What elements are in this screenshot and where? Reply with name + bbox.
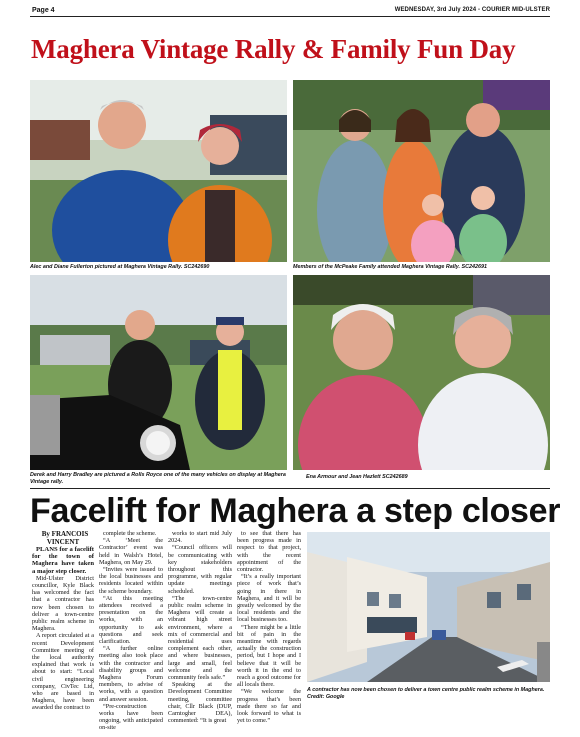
- paragraph: to see that there has been progress made in respect to that project, with the recent appointment of the contractor.: [237, 530, 301, 574]
- paragraph: Speaking at the Development Committee meeting, committee chair, Cllr Black (DUP, Carntogher DEA), commented: “It is great: [168, 681, 232, 725]
- paragraph: “Invites were issued to the local businesses and residents located within the scheme boundary.: [99, 566, 163, 595]
- page-number: Page 4: [32, 7, 55, 14]
- article-column-4: [237, 530, 301, 724]
- paragraph: “A further online meeting also took place with the contractor and disability groups and Maghera Forum members, to advise of works, with a question and answer session.: [99, 645, 163, 703]
- article-column-1: [32, 530, 94, 712]
- paragraph: “At this meeting attendees received a presentation on the works, with an opportunity to ask questions and seek clarification.: [99, 594, 163, 646]
- paragraph: “There might be a little bit of pain in the meantime with regards actually the construction period, but I hope and I believe that it will be worth it in the end to reach a good outcome for all locals there.: [237, 623, 301, 689]
- photo-maghera-street: [307, 532, 550, 682]
- header-rule: [30, 16, 550, 17]
- article-column-2: [99, 530, 163, 732]
- paragraph: “Council officers will be communicating with key stakeholders throughout this programme, with regular update meetings scheduled.: [168, 544, 232, 595]
- paragraph: Mid-Ulster District councillor, Kyle Black has welcomed the fact that a contractor has now been chosen to deliver a town-centre public realm scheme in Maghera.: [32, 574, 94, 633]
- photo-caption: A contractor has now been chosen to deliver a town centre public realm scheme in Maghera. Credit: Google: [307, 687, 545, 700]
- article-headline: Facelift for Maghera a step closer: [30, 492, 561, 530]
- photo-bradleys-rolls-royce: [30, 275, 287, 470]
- dateline: WEDNESDAY, 3rd July 2024 - COURIER MID-ULSTER: [394, 7, 550, 13]
- paragraph: “The town-centre public realm scheme in Maghera will create a vibrant high street environment, where a mix of commercial and residential uses complement each other, and where businesses, large and small, feel welcome and the community feels safe.”: [168, 594, 232, 682]
- paragraph: A report circulated at a recent Development Committee meeting of the local authority explained that work is about to start: “Local civil engineering company, CivTec Ltd, who are based in Maghera, have been awarded the contract to: [32, 632, 94, 712]
- paragraph: “Pre-construction works have been ongoing, with anticipated on-site: [99, 702, 163, 732]
- paragraph: “It’s a really important piece of work that’s going in there in Maghera, and it will be greatly welcomed by the local residents and the local businesses too.: [237, 573, 301, 624]
- photo-fullertons: [30, 80, 287, 262]
- feature-headline: Maghera Vintage Rally & Family Fun Day: [31, 34, 516, 64]
- paragraph: “We welcome the progress that’s been made there so far and look forward to what is yet to come.”: [237, 688, 301, 725]
- photo-caption: Derek and Harry Bradley are pictured a Rolls Royce one of the many vehicles on display at Maghera Vintage rally.: [30, 472, 286, 485]
- article-column-3: [168, 530, 232, 724]
- lead-paragraph: PLANS for a facelift for the town of Maghera have taken a major step closer.: [32, 546, 94, 575]
- photo-caption: Ena Armour and Jean Hazlett SC242689: [306, 474, 408, 480]
- paragraph: works to start mid July 2024.: [168, 530, 232, 545]
- byline: By FRANCOIS VINCENT: [41, 530, 89, 546]
- photo-armour-hazlett: [293, 275, 550, 470]
- paragraph: “A ‘Meet the Contractor’ event was held in Walsh’s Hotel, Maghera, on May 29.: [99, 537, 163, 566]
- section-rule: [30, 488, 550, 489]
- photo-caption: Alec and Diane Fullerton pictured at Maghera Vintage Rally. SC242690: [30, 264, 210, 270]
- paragraph: complete the scheme.: [103, 530, 157, 537]
- photo-mcpeake-family: [293, 80, 550, 262]
- photo-caption: Members of the McPeake Family attended Maghera Vintage Rally. SC242691: [293, 264, 488, 270]
